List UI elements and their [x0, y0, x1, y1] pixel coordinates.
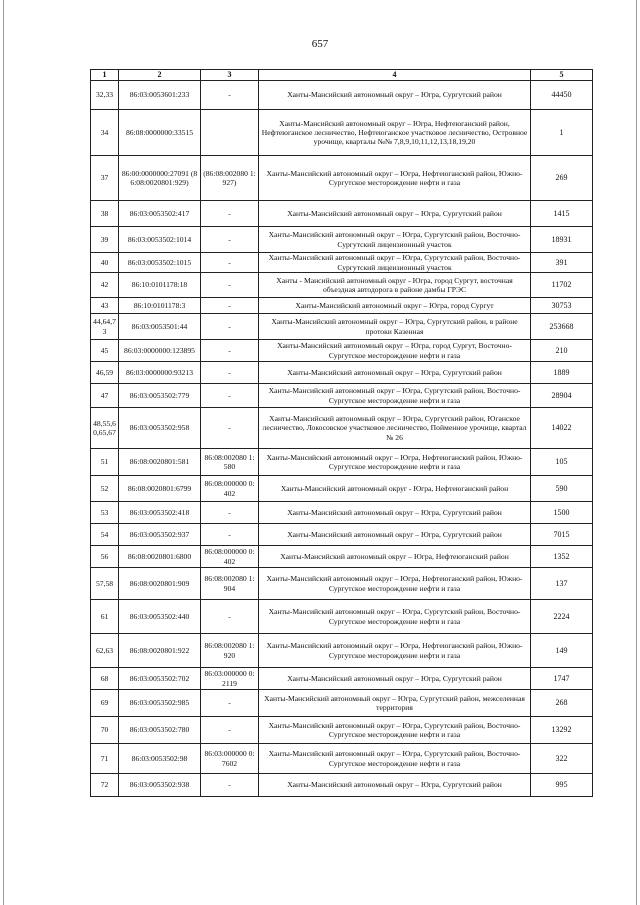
area-cell: 590 — [531, 476, 593, 502]
cadastral-number-cell: 86:03:0053502:1014 — [119, 227, 201, 253]
address-cell: Ханты-Мансийский автономный округ – Югра, Сургутский район, Восточно-Сургутское месторождение нефти и газа — [259, 384, 531, 408]
column-header-3: 3 — [201, 70, 259, 81]
table-row — [91, 634, 593, 668]
cadastral-number-cell: 86:03:0053501:44 — [119, 314, 201, 340]
address-cell: Ханты-Мансийский автономный округ – Югра, Сургутский район — [259, 502, 531, 524]
row-number-cell: 34 — [91, 110, 119, 156]
row-number-cell: 45 — [91, 340, 119, 362]
address-cell: Ханты - Мансийский автономный округ - Югра, город Сургут, восточная объездная автодорога в районе дамбы ГРЭС — [259, 273, 531, 298]
table-row — [91, 298, 593, 314]
area-cell: 995 — [531, 774, 593, 797]
area-cell: 30753 — [531, 298, 593, 314]
area-cell: 1415 — [531, 201, 593, 227]
cadastral-number-cell: 86:08:0020801:6799 — [119, 476, 201, 502]
row-number-cell: 71 — [91, 744, 119, 774]
row-number-cell: 56 — [91, 546, 119, 568]
area-cell: 391 — [531, 253, 593, 273]
cadastral-number-cell: 86:03:0053502:937 — [119, 524, 201, 546]
row-number-cell: 51 — [91, 449, 119, 476]
previous-cadastral-cell: 86:08:000000 0:402 — [201, 546, 259, 568]
table-row — [91, 690, 593, 717]
address-cell: Ханты-Мансийский автономный округ – Югра, Нефтеюганский район, Южно-Сургутское месторождение нефти и газа — [259, 449, 531, 476]
cadastral-number-cell: 86:03:0053502:702 — [119, 668, 201, 690]
previous-cadastral-cell: 86:08:002080 1:904 — [201, 568, 259, 600]
previous-cadastral-cell: 86:08:002080 1:920 — [201, 634, 259, 668]
table-row — [91, 340, 593, 362]
previous-cadastral-cell: - — [201, 524, 259, 546]
row-number-cell: 48,55,60,65,67 — [91, 408, 119, 449]
table-row — [91, 81, 593, 110]
address-cell: Ханты-Мансийский автономный округ – Югра, Сургутский район — [259, 524, 531, 546]
scan-edge-right — [636, 0, 637, 905]
cadastral-number-cell: 86:03:0053601:233 — [119, 81, 201, 110]
address-cell: Ханты-Мансийский автономный округ – Югра, Сургутский район, Восточно-Сургутский лицензионный участок — [259, 253, 531, 273]
previous-cadastral-cell: (86:08:002080 1:927) — [201, 156, 259, 201]
column-header-4: 4 — [259, 70, 531, 81]
area-cell: 1352 — [531, 546, 593, 568]
table-row — [91, 362, 593, 384]
table-row — [91, 273, 593, 298]
table-row — [91, 408, 593, 449]
row-number-cell: 52 — [91, 476, 119, 502]
previous-cadastral-cell: - — [201, 717, 259, 744]
table-row — [91, 600, 593, 634]
cadastral-number-cell: 86:03:0053502:98 — [119, 744, 201, 774]
table-row — [91, 744, 593, 774]
previous-cadastral-cell: - — [201, 690, 259, 717]
row-number-cell: 38 — [91, 201, 119, 227]
cadastral-number-cell: 86:03:0053502:938 — [119, 774, 201, 797]
table-row — [91, 156, 593, 201]
row-number-cell: 32,33 — [91, 81, 119, 110]
row-number-cell: 40 — [91, 253, 119, 273]
cadastral-number-cell: 86:08:0020801:581 — [119, 449, 201, 476]
row-number-cell: 42 — [91, 273, 119, 298]
column-header-1: 1 — [91, 70, 119, 81]
row-number-cell: 68 — [91, 668, 119, 690]
area-cell: 13292 — [531, 717, 593, 744]
cadastral-number-cell: 86:08:0020801:6800 — [119, 546, 201, 568]
cadastral-number-cell: 86:10:0101178:3 — [119, 298, 201, 314]
address-cell: Ханты-Мансийский автономный округ - Югра, Нефтеюганский район — [259, 476, 531, 502]
previous-cadastral-cell: - — [201, 273, 259, 298]
area-cell: 28904 — [531, 384, 593, 408]
table-row — [91, 110, 593, 156]
cadastral-number-cell: 86:03:0000000:93213 — [119, 362, 201, 384]
area-cell: 322 — [531, 744, 593, 774]
table-row — [91, 201, 593, 227]
previous-cadastral-cell: - — [201, 340, 259, 362]
area-cell: 7015 — [531, 524, 593, 546]
table-row — [91, 524, 593, 546]
previous-cadastral-cell: - — [201, 201, 259, 227]
row-number-cell: 54 — [91, 524, 119, 546]
table-row — [91, 774, 593, 797]
address-cell: Ханты-Мансийский автономный округ – Югра, Нефтеюганский район, Южно-Сургутское месторождение нефти и газа — [259, 634, 531, 668]
scan-edge-left — [3, 0, 4, 905]
cadastral-number-cell: 86:03:0053502:440 — [119, 600, 201, 634]
previous-cadastral-cell: - — [201, 298, 259, 314]
address-cell: Ханты-Мансийский автономный округ – Югра, город Сургут — [259, 298, 531, 314]
address-cell: Ханты-Мансийский автономный округ – Югра, Нефтеюганский район, Южно-Сургутское месторождение нефти и газа — [259, 156, 531, 201]
area-cell: 14022 — [531, 408, 593, 449]
cadastral-number-cell: 86:03:0053502:780 — [119, 717, 201, 744]
previous-cadastral-cell: - — [201, 253, 259, 273]
cadastral-number-cell: 86:03:0000000:123895 — [119, 340, 201, 362]
row-number-cell: 69 — [91, 690, 119, 717]
row-number-cell: 47 — [91, 384, 119, 408]
address-cell: Ханты-Мансийский автономный округ – Югра, Сургутский район, в районе протоки Казенная — [259, 314, 531, 340]
table-header-row — [91, 70, 593, 81]
cadastral-number-cell: 86:03:0053502:985 — [119, 690, 201, 717]
previous-cadastral-cell: 86:03:000000 0:2119 — [201, 668, 259, 690]
page-number: 657 — [311, 38, 329, 50]
address-cell: Ханты-Мансийский автономный округ – Югра, Сургутский район — [259, 81, 531, 110]
area-cell: 137 — [531, 568, 593, 600]
area-cell: 269 — [531, 156, 593, 201]
land-plots-table — [90, 69, 593, 797]
row-number-cell: 70 — [91, 717, 119, 744]
cadastral-number-cell: 86:08:0000000:33515 — [119, 110, 201, 156]
address-cell: Ханты-Мансийский автономный округ – Югра, Нефтеюганский район, Нефтеюганское лесничество, Нефтеюганское участковое лесничество, Островное урочище, кварталы №№ 7,8,9,10,11,12,13,18,19,20 — [259, 110, 531, 156]
cadastral-number-cell: 86:08:0020801:909 — [119, 568, 201, 600]
previous-cadastral-cell: - — [201, 384, 259, 408]
cadastral-number-cell: 86:00:0000000:27091 (86:08:0020801:929) — [119, 156, 201, 201]
row-number-cell: 37 — [91, 156, 119, 201]
address-cell: Ханты-Мансийский автономный округ – Югра, Сургутский район, Восточно-Сургутское месторождение нефти и газа — [259, 744, 531, 774]
address-cell: Ханты-Мансийский автономный округ – Югра, Сургутский район, Юганское лесничество, Локосовское участковое лесничество, Пойменное урочище, квартал № 26 — [259, 408, 531, 449]
area-cell: 1 — [531, 110, 593, 156]
cadastral-number-cell: 86:10:0101178:18 — [119, 273, 201, 298]
address-cell: Ханты-Мансийский автономный округ – Югра, Сургутский район — [259, 774, 531, 797]
area-cell: 1889 — [531, 362, 593, 384]
table-row — [91, 568, 593, 600]
table-row — [91, 449, 593, 476]
cadastral-number-cell: 86:03:0053502:1015 — [119, 253, 201, 273]
row-number-cell: 46,59 — [91, 362, 119, 384]
cadastral-number-cell: 86:03:0053502:418 — [119, 502, 201, 524]
previous-cadastral-cell: - — [201, 502, 259, 524]
row-number-cell: 61 — [91, 600, 119, 634]
table-row — [91, 253, 593, 273]
address-cell: Ханты-Мансийский автономный округ – Югра, Сургутский район — [259, 362, 531, 384]
previous-cadastral-cell: 86:08:000000 0:402 — [201, 476, 259, 502]
row-number-cell: 57,58 — [91, 568, 119, 600]
address-cell: Ханты-Мансийский автономный округ – Югра, Сургутский район — [259, 201, 531, 227]
area-cell: 149 — [531, 634, 593, 668]
table-row — [91, 668, 593, 690]
previous-cadastral-cell: - — [201, 227, 259, 253]
cadastral-number-cell: 86:03:0053502:958 — [119, 408, 201, 449]
address-cell: Ханты-Мансийский автономный округ – Югра, Нефтеюганский район — [259, 546, 531, 568]
previous-cadastral-cell: - — [201, 408, 259, 449]
previous-cadastral-cell: - — [201, 81, 259, 110]
area-cell: 2224 — [531, 600, 593, 634]
previous-cadastral-cell: - — [201, 362, 259, 384]
address-cell: Ханты-Мансийский автономный округ – Югра, Сургутский район — [259, 668, 531, 690]
area-cell: 18931 — [531, 227, 593, 253]
table-row — [91, 546, 593, 568]
cadastral-number-cell: 86:08:0020801:922 — [119, 634, 201, 668]
area-cell: 44450 — [531, 81, 593, 110]
row-number-cell: 39 — [91, 227, 119, 253]
area-cell: 1500 — [531, 502, 593, 524]
row-number-cell: 72 — [91, 774, 119, 797]
address-cell: Ханты-Мансийский автономный округ – Югра, Сургутский район, Восточно-Сургутский лицензионный участок — [259, 227, 531, 253]
row-number-cell: 44,64,73 — [91, 314, 119, 340]
table-row — [91, 502, 593, 524]
address-cell: Ханты-Мансийский автономный округ – Югра, Сургутский район, Восточно-Сургутское месторождение нефти и газа — [259, 600, 531, 634]
previous-cadastral-cell: - — [201, 314, 259, 340]
area-cell: 11702 — [531, 273, 593, 298]
previous-cadastral-cell: - — [201, 774, 259, 797]
table-row — [91, 314, 593, 340]
area-cell: 105 — [531, 449, 593, 476]
table-row — [91, 476, 593, 502]
column-header-2: 2 — [119, 70, 201, 81]
area-cell: 1747 — [531, 668, 593, 690]
table-row — [91, 717, 593, 744]
address-cell: Ханты-Мансийский автономный округ – Югра, Нефтеюганский район, Южно-Сургутское месторождение нефти и газа — [259, 568, 531, 600]
column-header-5: 5 — [531, 70, 593, 81]
area-cell: 253668 — [531, 314, 593, 340]
row-number-cell: 53 — [91, 502, 119, 524]
area-cell: 268 — [531, 690, 593, 717]
cadastral-number-cell: 86:03:0053502:417 — [119, 201, 201, 227]
previous-cadastral-cell: 86:03:000000 0:7602 — [201, 744, 259, 774]
row-number-cell: 62,63 — [91, 634, 119, 668]
address-cell: Ханты-Мансийский автономный округ – Югра, город Сургут, Восточно-Сургутское месторождение нефти и газа — [259, 340, 531, 362]
table-row — [91, 227, 593, 253]
row-number-cell: 43 — [91, 298, 119, 314]
cadastral-number-cell: 86:03:0053502:779 — [119, 384, 201, 408]
address-cell: Ханты-Мансийский автономный округ – Югра, Сургутский район, межселенная территория — [259, 690, 531, 717]
area-cell: 210 — [531, 340, 593, 362]
table-row — [91, 384, 593, 408]
previous-cadastral-cell: - — [201, 600, 259, 634]
previous-cadastral-cell: 86:08:002080 1:580 — [201, 449, 259, 476]
address-cell: Ханты-Мансийский автономный округ – Югра, Сургутский район, Восточно-Сургутское месторождение нефти и газа — [259, 717, 531, 744]
previous-cadastral-cell — [201, 110, 259, 156]
